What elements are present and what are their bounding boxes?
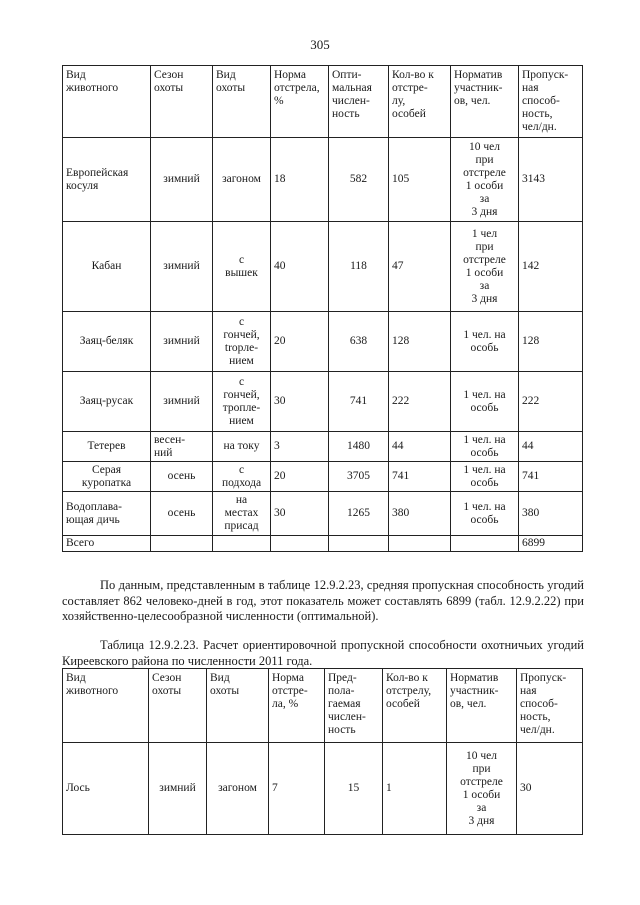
table-row [63,312,583,372]
cell-cull-count: 380 [389,492,451,536]
cell-animal: Тетерев [63,432,151,462]
cell-season: осень [151,492,213,536]
table-row [63,432,583,462]
cell-empty [151,536,213,552]
cell-optimal-count: 1265 [329,492,389,536]
cell-optimal-count: 582 [329,138,389,222]
table-caption [62,638,584,669]
cell-quota: 30 [271,492,329,536]
cell-participants: 1 чел. на особь [451,432,519,462]
cell-quota: 30 [271,372,329,432]
cell-empty [451,536,519,552]
header-participants: Норматив участник- ов, чел. [447,669,517,743]
table-row-total [63,536,583,552]
cell-cull-count: 47 [389,222,451,312]
table-row [63,743,583,835]
cell-empty [271,536,329,552]
cell-optimal-count: 638 [329,312,389,372]
cell-participants: 1 чел. на особь [451,312,519,372]
cell-cull-count: 128 [389,312,451,372]
cell-animal: Заяц-беляк [63,312,151,372]
cell-cull-count: 222 [389,372,451,432]
header-participants: Норматив участник- ов, чел. [451,66,519,138]
cell-optimal-count: 118 [329,222,389,312]
cell-season: зимний [149,743,207,835]
cell-capacity: 30 [517,743,583,835]
cell-animal: Заяц-русак [63,372,151,432]
cell-animal: Серая куропатка [63,462,151,492]
cell-season: весен- ний [151,432,213,462]
table-row [63,492,583,536]
cell-capacity: 3143 [519,138,583,222]
cell-capacity: 128 [519,312,583,372]
cell-cull-count: 44 [389,432,451,462]
cell-quota: 3 [271,432,329,462]
cell-hunt-type: на току [213,432,271,462]
cell-optimal-count: 3705 [329,462,389,492]
cell-quota: 18 [271,138,329,222]
cell-hunt-type: с подхода [213,462,271,492]
cell-total-label: Всего [63,536,151,552]
header-optimal-count: Опти- мальная числен- ность [329,66,389,138]
cell-hunt-type: загоном [213,138,271,222]
caption-text: Таблица 12.9.2.23. Расчет ориентировочной пропускной способности охотничьих угодий Киреевского района по численности 2011 года. [62,638,584,668]
cell-animal: Водоплава- ющая дичь [63,492,151,536]
table-row [63,138,583,222]
header-season: Сезон охоты [151,66,213,138]
cell-capacity: 222 [519,372,583,432]
cell-total-value: 6899 [519,536,583,552]
cell-capacity: 142 [519,222,583,312]
cell-empty [389,536,451,552]
header-animal: Вид животного [63,669,149,743]
header-expected-count: Пред- пола- гаемая числен- ность [325,669,383,743]
cell-animal: Кабан [63,222,151,312]
cell-participants: 1 чел. на особь [451,372,519,432]
cell-quota: 7 [269,743,325,835]
cell-empty [213,536,271,552]
header-quota: Норма отстре- ла, % [269,669,325,743]
cell-hunt-type: на местах присад [213,492,271,536]
cell-season: осень [151,462,213,492]
header-cull-count: Кол-во к отстре- лу, особей [389,66,451,138]
cell-hunt-type: с вышек [213,222,271,312]
cell-optimal-count: 1480 [329,432,389,462]
table-row [63,462,583,492]
cell-quota: 20 [271,312,329,372]
cell-hunt-type: с гончей, тропле- нием [213,372,271,432]
cell-participants: 10 чел при отстреле 1 особи за 3 дня [447,743,517,835]
body-paragraph [62,578,584,625]
header-animal: Вид животного [63,66,151,138]
header-hunt-type: Вид охоты [213,66,271,138]
cell-season: зимний [151,138,213,222]
table-row [63,222,583,312]
header-hunt-type: Вид охоты [207,669,269,743]
cell-quota: 20 [271,462,329,492]
header-season: Сезон охоты [149,669,207,743]
cell-season: зимний [151,222,213,312]
cell-animal: Европейская косуля [63,138,151,222]
cell-capacity: 741 [519,462,583,492]
cell-hunt-type: с гончей, tropле- нием [213,312,271,372]
cell-cull-count: 105 [389,138,451,222]
header-cull-count: Кол-во к отстрелу, особей [383,669,447,743]
header-quota: Норма отстрела, % [271,66,329,138]
cell-season: зимний [151,372,213,432]
paragraph-text: По данным, представленным в таблице 12.9.2.23, средняя пропускная способность угодий составляет 862 человеко-дней в год, этот показатель может составлять 6899 (табл. 12.9.2.22) при хозяйственно-целесообразной численности (оптимальной). [62,578,584,623]
cell-capacity: 44 [519,432,583,462]
cell-participants: 1 чел при отстреле 1 особи за 3 дня [451,222,519,312]
cell-animal: Лось [63,743,149,835]
header-capacity: Пропуск- ная способ- ность, чел/дн. [517,669,583,743]
cell-optimal-count: 741 [329,372,389,432]
cell-expected-count: 15 [325,743,383,835]
cell-capacity: 380 [519,492,583,536]
cell-hunt-type: загоном [207,743,269,835]
cell-empty [329,536,389,552]
cell-season: зимний [151,312,213,372]
cell-cull-count: 741 [389,462,451,492]
cell-participants: 10 чел при отстреле 1 особи за 3 дня [451,138,519,222]
header-capacity: Пропуск- ная способ- ность, чел/дн. [519,66,583,138]
page-number: 305 [310,37,330,52]
cell-participants: 1 чел. на особь [451,492,519,536]
capacity-table-optimal [62,65,583,552]
cell-quota: 40 [271,222,329,312]
cell-cull-count: 1 [383,743,447,835]
table-row [63,372,583,432]
capacity-table-2011 [62,668,583,835]
cell-participants: 1 чел. на особь [451,462,519,492]
